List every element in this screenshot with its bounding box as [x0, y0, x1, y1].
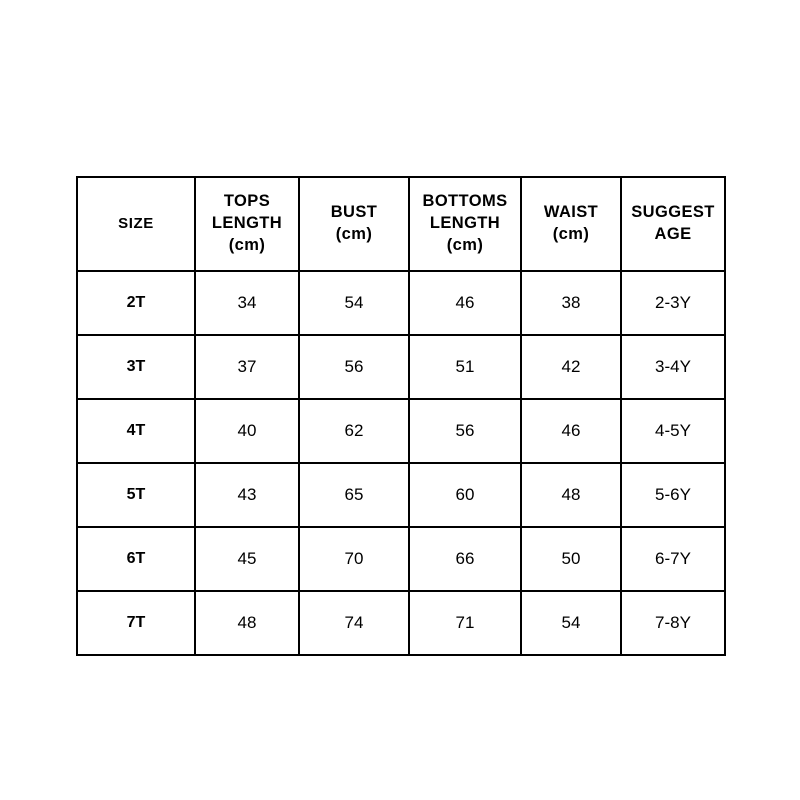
header-line: BOTTOMS: [422, 192, 508, 211]
header-line: SUGGEST: [631, 203, 715, 222]
cell-waist: 46: [521, 399, 621, 463]
column-header-suggest-age: [621, 177, 725, 271]
cell-bottoms: 46: [409, 271, 521, 335]
header-line: SIZE: [118, 215, 154, 233]
column-header-bust: [299, 177, 409, 271]
cell-bust: 70: [299, 527, 409, 591]
cell-waist: 42: [521, 335, 621, 399]
table-row: [77, 271, 725, 335]
column-header-tops-length: [195, 177, 299, 271]
table-header: [77, 177, 725, 271]
cell-age: 2-3Y: [621, 271, 725, 335]
size-chart-table: [76, 176, 726, 656]
header-line: WAIST: [543, 203, 599, 222]
header-line: TOPS: [223, 192, 271, 211]
cell-size: 2T: [77, 271, 195, 335]
cell-bust: 74: [299, 591, 409, 655]
header-line: (cm): [228, 235, 266, 254]
header-row: [77, 177, 725, 271]
cell-age: 3-4Y: [621, 335, 725, 399]
cell-bust: 54: [299, 271, 409, 335]
cell-tops: 37: [195, 335, 299, 399]
cell-bottoms: 71: [409, 591, 521, 655]
cell-age: 5-6Y: [621, 463, 725, 527]
cell-bottoms: 51: [409, 335, 521, 399]
cell-age: 7-8Y: [621, 591, 725, 655]
cell-bottoms: 60: [409, 463, 521, 527]
header-line: (cm): [335, 225, 373, 243]
header-line: AGE: [654, 225, 692, 243]
cell-size: 6T: [77, 527, 195, 591]
cell-waist: 48: [521, 463, 621, 527]
cell-bust: 65: [299, 463, 409, 527]
cell-waist: 50: [521, 527, 621, 591]
cell-waist: 38: [521, 271, 621, 335]
header-line: (cm): [446, 235, 484, 254]
header-line: (cm): [552, 225, 590, 243]
table-body: [77, 271, 725, 655]
column-header-bottoms-length: [409, 177, 521, 271]
header-line: LENGTH: [429, 214, 501, 233]
cell-age: 6-7Y: [621, 527, 725, 591]
cell-bottoms: 66: [409, 527, 521, 591]
cell-size: 4T: [77, 399, 195, 463]
cell-bottoms: 56: [409, 399, 521, 463]
table-row: [77, 527, 725, 591]
cell-tops: 45: [195, 527, 299, 591]
cell-tops: 34: [195, 271, 299, 335]
cell-size: 5T: [77, 463, 195, 527]
cell-size: 3T: [77, 335, 195, 399]
cell-waist: 54: [521, 591, 621, 655]
cell-tops: 40: [195, 399, 299, 463]
cell-size: 7T: [77, 591, 195, 655]
table-row: [77, 591, 725, 655]
table-row: [77, 463, 725, 527]
column-header-size: [77, 177, 195, 271]
cell-age: 4-5Y: [621, 399, 725, 463]
header-line: LENGTH: [211, 214, 283, 233]
header-line: BUST: [330, 203, 378, 222]
cell-tops: 48: [195, 591, 299, 655]
cell-tops: 43: [195, 463, 299, 527]
cell-bust: 56: [299, 335, 409, 399]
cell-bust: 62: [299, 399, 409, 463]
table-row: [77, 399, 725, 463]
table-row: [77, 335, 725, 399]
column-header-waist: [521, 177, 621, 271]
